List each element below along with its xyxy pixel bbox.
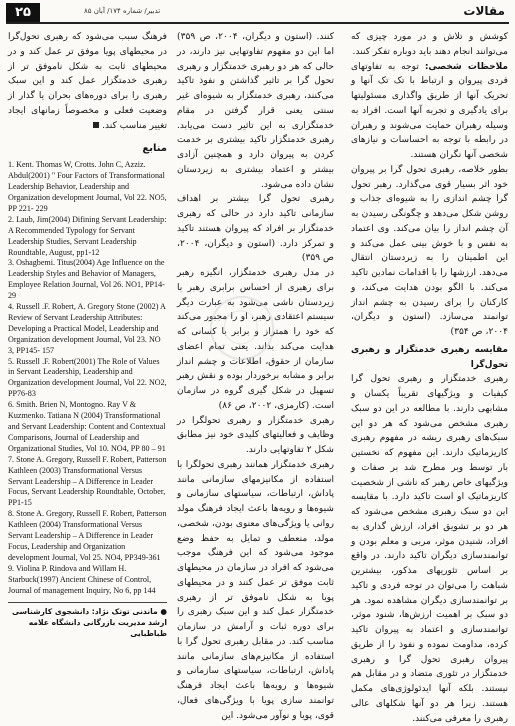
- reference-item: 4. Russell .F. Robert, A. Gregory Stone (2002) A Review of Servant Leadership Attributes: Developing a Practical Model, Leadership and Organization development Journal, Vol 23. NO 3, PP145- 157: [8, 302, 166, 355]
- references-heading: منابع: [142, 143, 167, 155]
- references-list: [8, 160, 167, 596]
- paragraph-text: توجه به تفاوتهای فردی پیروان و ارتباط با تک تک آنها و تحریک آنها از طریق واگذاری مسئولیتها برای یادگیری و تجربه آنها است. افراد به وسیله رهبران حمایت می‌شوند و رهبران در رابطه با توجه به احساسات و نیازهای شخصی آنها نگران هستند.: [351, 61, 508, 160]
- section-title: مقالات: [463, 4, 505, 18]
- column-right: [351, 30, 508, 724]
- paragraph: کوشش و تلاش و در مورد چیزی که می‌توانند انجام دهند باید دوباره تفکر کنند.: [351, 32, 508, 57]
- paragraph: کنند. (استون و دیگران، ۲۰۰۴، ص ۳۵۹) اما این دو مفهوم تفاوتهایی نیز دارند، در حالی که هر دو رهبری خدمتگزار و رهبری تحول گرا بر تاثیر گذاشتن و نفوذ تاکید می‌کنند، رهبری خدمتگزار به شیوه‌ای غیر سنتی یعنی قرار گرفتن در مقام خدمتگزاری به این تاثیر دست می‌یابد. رهبری خدمتگزار تاکید بیشتری بر خدمت کردن به پیروان دارد و همچنین آزادی بیشتر و اعتماد بیشتری به زیردستان نشان داده می‌شود.: [177, 32, 334, 190]
- paragraph: در مدل رهبری خدمتگزار، انگیزه رهبر برای رهبری از احساس برابری رهبر با زیردستان ناشی می‌شود به عبارت دیگر سیستم اعتقادی رهبر، او را مجبور می‌کند که خود را همتراز و برابر با کسانی که هدایت می‌کند بداند. یعنی تمام اعضای سازمان از حقوق، اطلاعات و چشم انداز برابر و مشابه برخوردار بوده و نقش رهبر تسهیل در شکل گیری گروه در سازمان است. (کارمزی، ۲۰۰۲، ص ۸۶): [177, 268, 334, 411]
- reference-item: 2. Laub, Jim(2004) Difining Servant Leadership: A Recommended Typology for Servant Leadership Studies, Servant Leadership Roundtable, August, pp1-12: [8, 214, 167, 257]
- reference-item: 3. Oshagbemi. Titus(2004) Age Influence on the Leadership Styles and Behavior of Managers, Employee Relation Journal, Vol 26. NO1, PP14-29: [8, 258, 165, 301]
- paragraph: رهبری تحول گرا بیشتر بر اهداف سازمانی تاکید دارد در حالی که رهبری خدمتگزار بر افراد که پیروان هستند تاکید و تمرکز دارد. (استون و دیگران، ۲۰۰۴، ص ۳۵۹): [177, 194, 334, 264]
- issue-info: تدبیر/ شماره ۱۷۴/ آبان ۸۵: [84, 7, 161, 15]
- paragraph: [8, 30, 167, 133]
- section-heading: مقایسه رهبری خدمتگزار و رهبری تحول‌گرا: [351, 344, 508, 370]
- end-mark-icon: [93, 122, 99, 128]
- reference-item: 5. Russell .F. Robert(2001) The Role of Values in Servant Leadership, Leadership and Organization development Journal, Vol 22. NO2, PP76-83: [8, 356, 167, 399]
- paragraph: رهبری خدمتگزار همانند رهبری تحولگرا با استفاده از مکانیزمهای سازمانی مانند پاداش، ارتباطات، سیاستهای سازمانی و شیوه‌ها و رویه‌ها باعث ایجاد فرهنگ مولد روانی یا ویژگی‌های معنوی بودن، شخصی، مولد، منعطف و تمایل به حفظ وضع موجود می‌شود که این فرهنگ موجب می‌شود که افراد در سازمان در محیطهای ثابت موفق تر عمل کنند و در محیطهای پویا به شکل ناموفق تر از رهبری خدمتگزار عمل کند و این سبک رهبری را برای دوره ثبات و آرامش در سازمان مناسب کند. در مقابل رهبری تحول گرا با استفاده از مکانیزم‌های سازمانی مانند پاداش، ارتباطات، سیاستهای سازمانی و شیوه‌ها و رویه‌ها باعث ایجاد فرهنگ توانمند سازی پویا با ویژگی‌های فعال، قوی، پویا و نوآور می‌شود. این: [177, 459, 334, 721]
- column-left: [8, 30, 167, 675]
- reference-item: 8. Stone A. Gregory, Russell F. Robert, Patterson Kathleen (2004) Transformational Versus Servant Leadership – A Difference in Leader Focus, Leadership and Organization development Journal, Vol 25. NO4, PP349-361: [8, 509, 167, 562]
- header-rule: [6, 22, 509, 24]
- reference-item: 7. Stone A. Gregory, Russell F. Robert, Patterson Kathleen (2003) Transformational Versus Servant Leadership – A Difference in Leader Focus, Servant Leadership Roundtable, October, PP1-15: [8, 454, 167, 508]
- paragraph-text: فرهنگ سبب می‌شود که رهبری تحول‌گرا در محیطهای پویا موفق تر عمل کند و در محیطهای ثابت به شکل ناموفق تر از رهبری خدمتگزار عمل کند و این سبک رهبری را برای دوره‌های بحران یا گذار از وضعیت فعلی و مخصوصاً زمانهای ایجاد تغییر مناسب کند.: [8, 32, 167, 131]
- reference-item: 9. Violina P. Rindova and Willam H. Starbuck(1997) Ancient Chinese of Control, Journal of management Inquiry, No 6, pp 144: [8, 563, 156, 595]
- author-footnote: ● ماندنی توتک نژاد: دانشجوی کارشناسی ارشد مدیریت بازرگانی دانشگاه علامه طباطبایی: [8, 602, 167, 639]
- paragraph: رهبری خدمتگزار و رهبری تحول گرا کیفیات و ویژگیهای تقریباً یکسان و مشابهی دارند. با مطالعه در این دو سبک رهبری مشخص می‌شود که هر دو این سبک‌های رهبری ریشه در مفهوم رهبری کاریزماتیک دارند. این مفهوم که نخستین بار توسط وبر مطرح شد بر صفات و ویژگیهای خاص رهبر که ناشی از شخصیت کاریزماتیک او است تاکید دارد. با مقایسه این دو سبک رهبری مشخص می‌شود که هر دو بر تشویق افراد، ارزش گذاری به افراد، شنیدن موثر، مربی و معلم بودن و توانمندسازی دیگران تاکید دارند. در واقع بر اساس تئوریهای مذکور، بیشترین شباهت را می‌توان در توجه فردی و تاکید بر توانمندسازی دیگران مشاهده نمود. هر دو سبک بر اهمیت ارزش‌ها، شنود موثر، توانمندسازی و اعتماد به پیروان تاکید کرده، مداومت نموده و نفوذ را از طریق پیروان رهبری تحول گرا و رهبری خدمتگزار در تئوری متضاد و در مقابل هم نیستند. بلکه آنها ایدئولوژی‌های مکمل هستند. زیرا هر دو آنها شکلهای عالی رهبری را معرفی می‌کنند.: [351, 374, 508, 724]
- reference-item: 1. Kent. Thomas W, Crotts. John C, Azziz. Abdul(2001) " Four Factors of Transformational Leadership Behavior, Leadership and Organization development Journal, Vol 22. NO5, PP 221- 229: [8, 160, 167, 213]
- paragraph: رهبری خدمتگزار و رهبری تحولگرا در وظایف و فعالیتهای کلیدی خود نیز مطابق شکل ۲ تفاوتهایی دارند.: [177, 415, 334, 455]
- paragraph: بطور خلاصه، رهبری تحول گرا بر پیروان خود اثر بسیار قوی می‌گذارد. رهبر تحول گرا چشم اندازی را به شیوه‌ای جذاب و روشن شکل می‌دهد و چگونگی رسیدن به آن چشم انداز را بیان می‌کند. وی اعتماد به نفس و با خوش بینی عمل می‌کند و این اطمینان را به زیردستان انتقال می‌دهد. ارزشها را با اقدامات نمادین تاکید می‌کند. با الگو بودن هدایت می‌کند، و کارکنان را برای رسیدن به چشم انداز توانمند می‌سازد. (استون و دیگران، ۲۰۰۴، ص ۳۵۴): [351, 164, 508, 337]
- reference-item: 6. Smith. Brien N, Montogno. Ray V & Kuzmenko. Tatiana N (2004) Transformational and Servant Leadership: Content and Contextual Comparisons, Journal of Leadership and Organizational Studies, Vol 10. NO4, PP 80 – 91: [8, 400, 166, 453]
- page-number: ۲۵: [6, 3, 40, 22]
- paragraph: [351, 60, 508, 163]
- keyword: ملاحظات شخصی:: [424, 61, 508, 72]
- page-header: [6, 3, 509, 23]
